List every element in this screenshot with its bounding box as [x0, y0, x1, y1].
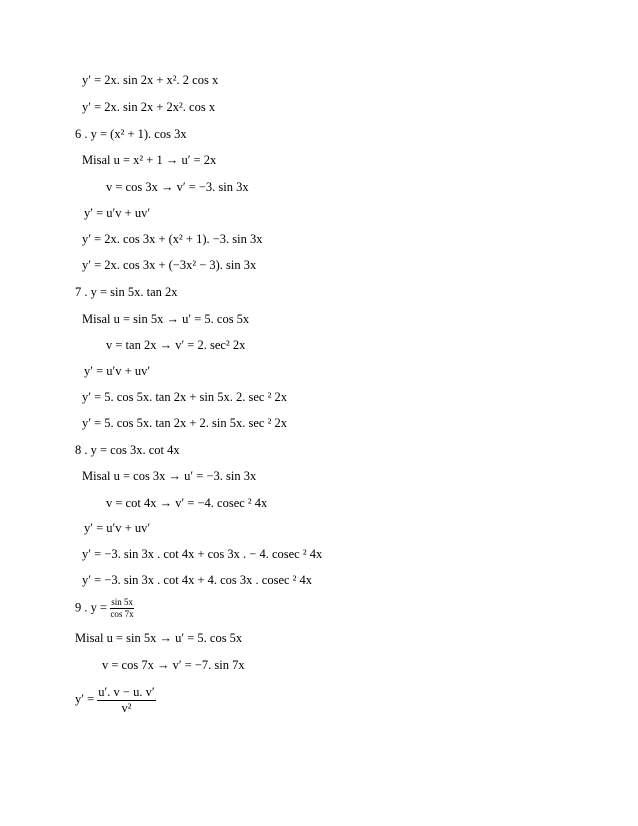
line-8: y′ = 2x. cos 3x + (−3x² − 3). sin 3x [82, 258, 257, 272]
line-13: y′ = 5. cos 5x. tan 2x + sin 5x. 2. sec ² 2x [82, 390, 287, 404]
item-9-fraction [110, 598, 134, 619]
line-12: y′ = u′v + uv′ [84, 364, 151, 378]
quotient-rule-line [75, 686, 156, 714]
line-5: v = cos 3x → v′ = −3. sin 3x [106, 180, 249, 194]
line-18: y′ = u′v + uv′ [84, 521, 151, 535]
line-4: Misal u = x² + 1 → u′ = 2x [82, 153, 217, 167]
line-19: y′ = −3. sin 3x . cot 4x + cos 3x . − 4. cosec ² 4x [82, 547, 323, 561]
line-6: y′ = u′v + uv′ [84, 206, 151, 220]
line-17: v = cot 4x → v′ = −4. cosec ² 4x [106, 496, 268, 510]
quotient-denominator: v² [121, 700, 132, 715]
quotient-fraction [97, 686, 155, 714]
line-20: y′ = −3. sin 3x . cot 4x + 4. cos 3x . cosec ² 4x [82, 573, 313, 587]
line-15: 8 . y = cos 3x. cot 4x [75, 443, 180, 457]
line-3: 6 . y = (x² + 1). cos 3x [75, 127, 187, 141]
line-2: y′ = 2x. sin 2x + 2x². cos x [82, 100, 216, 114]
line-11: v = tan 2x → v′ = 2. sec² 2x [106, 338, 246, 352]
item-9-numerator: sin 5x [111, 597, 133, 607]
line-16: Misal u = cos 3x → u′ = −3. sin 3x [82, 469, 257, 483]
line-14: y′ = 5. cos 5x. tan 2x + 2. sin 5x. sec ² 2x [82, 416, 287, 430]
quotient-prefix: y′ = [75, 691, 95, 706]
line-7: y′ = 2x. cos 3x + (x² + 1). −3. sin 3x [82, 232, 263, 246]
line-1: y′ = 2x. sin 2x + x². 2 cos x [82, 73, 219, 87]
line-9: 7 . y = sin 5x. tan 2x [75, 285, 178, 299]
quotient-numerator: u′. v − u. v′ [98, 685, 155, 699]
line-10: Misal u = sin 5x → u′ = 5. cos 5x [82, 312, 250, 326]
item-9-line [75, 598, 134, 619]
item-9-denominator: cos 7x [110, 609, 134, 619]
line-22: v = cos 7x → v′ = −7. sin 7x [102, 658, 245, 672]
item-9-prefix: 9 . y = [75, 600, 108, 615]
line-21: Misal u = sin 5x → u′ = 5. cos 5x [75, 631, 243, 645]
